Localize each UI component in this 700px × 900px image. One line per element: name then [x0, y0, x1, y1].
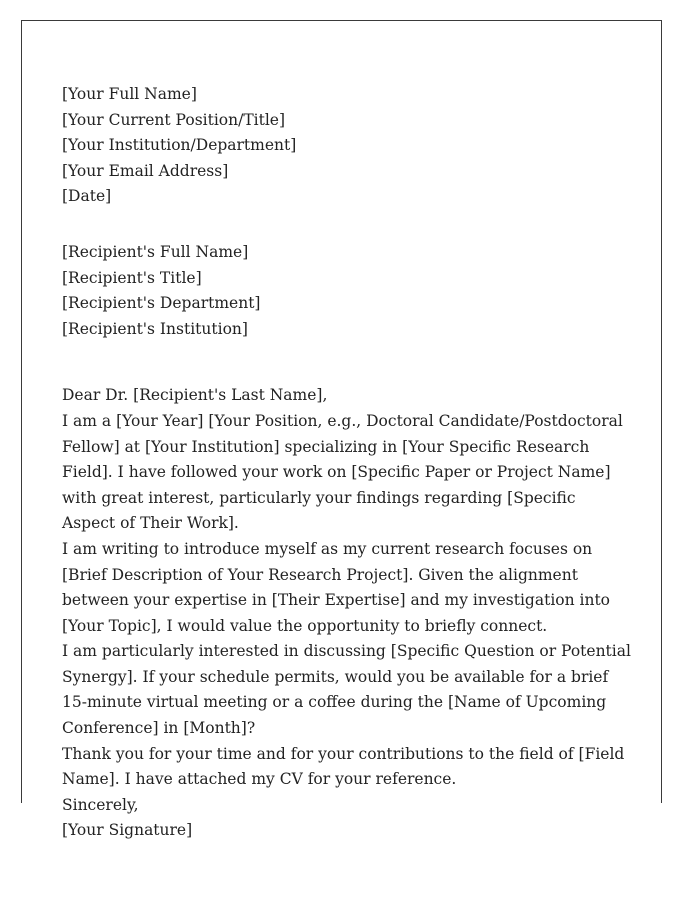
salutation: Dear Dr. [Recipient's Last Name], — [62, 386, 328, 405]
recipient-title: [Recipient's Title] — [62, 268, 202, 287]
sender-email: [Your Email Address] — [62, 161, 229, 180]
sender-position: [Your Current Position/Title] — [62, 110, 286, 129]
spacer — [62, 342, 632, 383]
body-paragraph-1: I am a [Your Year] [Your Position, e.g., Doctoral Candidate/Postdoctoral Fellow] at [Your Institution] specializing in [Your Specific Research Field]. I have followed your work on [Specific Paper or Project Name] with great interest, particularly your findings regarding [Specific Aspect of Their Work]. — [62, 411, 623, 533]
spacer — [62, 210, 632, 240]
letter-content — [62, 82, 632, 844]
signature: [Your Signature] — [62, 821, 193, 840]
body-paragraph-4: Thank you for your time and for your contributions to the field of [Field Name]. I have attached my CV for your reference. — [62, 744, 625, 789]
sender-institution: [Your Institution/Department] — [62, 136, 297, 155]
body-paragraph-2: I am writing to introduce myself as my current research focuses on [Brief Description of Your Research Project]. Given the alignment between your expertise in [Their Expertise] and my investigation into [Your Topic], I would value the opportunity to briefly connect. — [62, 539, 611, 635]
sender-block — [62, 82, 632, 210]
recipient-department: [Recipient's Department] — [62, 294, 261, 313]
letter-date: [Date] — [62, 187, 112, 206]
letter-page — [21, 20, 662, 840]
closing: Sincerely, — [62, 795, 139, 814]
sender-name: [Your Full Name] — [62, 85, 197, 103]
recipient-institution: [Recipient's Institution] — [62, 319, 248, 338]
body-paragraph-3: I am particularly interested in discussing [Specific Question or Potential Synergy]. If your schedule permits, would you be available for a brief 15-minute virtual meeting or a coffee during the [Name of Upcoming Conference] in [Month]? — [62, 642, 631, 738]
letter-body — [62, 383, 632, 844]
recipient-block — [62, 240, 632, 342]
recipient-name: [Recipient's Full Name] — [62, 242, 249, 261]
